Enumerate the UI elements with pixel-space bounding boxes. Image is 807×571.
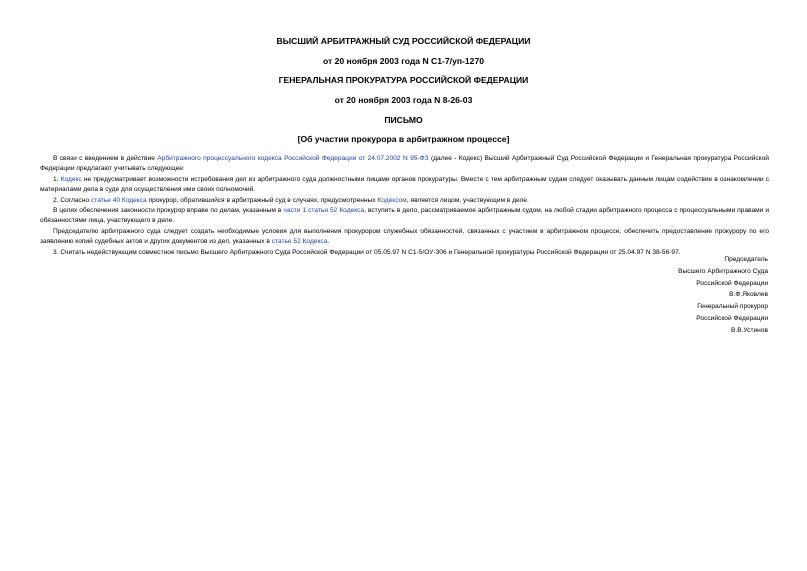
paragraph-3: В целях обеспечения законности прокурор вправе по делам, указанным в части 1 статьи 52 Кодекса, вступить в дело, рассматриваемое арбитражным судом, на любой стадии арбитражного процесса с процессуальными правами и обязанностями лица, участвующего в деле. (40, 207, 769, 225)
signer-2-name: В.В.Устинов (730, 326, 768, 334)
letter-body (40, 154, 769, 258)
signer-1-country: Российской Федерации (696, 279, 768, 287)
code-link-2[interactable]: Кодексом (377, 196, 407, 204)
prosecutor-title: ГЕНЕРАЛЬНАЯ ПРОКУРАТУРА РОССИЙСКОЙ ФЕДЕРАЦИИ (278, 75, 529, 85)
paragraph-2: 2. Согласно статье 40 Кодекса прокурор, обратившийся в арбитражный суд в случаях, предусмотренных Кодексом, является лицом, участвующим в деле. (53, 196, 529, 204)
apk-code-link[interactable]: Арбитражного процессуального кодекса Российской Федерации от 24.07.2002 N 95-ФЗ (157, 155, 429, 162)
court-letter-date: от 20 ноября 2003 года N С1-7/уп-1270 (322, 56, 485, 66)
signature-block (678, 254, 768, 337)
signer-2-position: Генеральный прокурор (697, 303, 768, 311)
article-40-link[interactable]: статье 40 Кодекса (90, 196, 147, 204)
article-52-link[interactable]: статье 52 Кодекса (271, 238, 328, 246)
document-type: ПИСЬМО (384, 115, 423, 125)
document-subject: [Об участии прокурора в арбитражном процессе] (297, 134, 510, 144)
signer-1-organization: Высшего Арбитражного Суда (678, 267, 768, 275)
signer-1-name: В.Ф.Яковлев (729, 291, 768, 299)
paragraph-5: 3. Считать недействующим совместное письмо Высшего Арбитражного Суда Российской Федерации от 05.05.97 N С1-5/ОУ-306 и Генеральной прокуратуры Российской Федерации от 25.04.97 N 38-56-97. (53, 248, 681, 256)
court-title: ВЫСШИЙ АРБИТРАЖНЫЙ СУД РОССИЙСКОЙ ФЕДЕРАЦИИ (276, 36, 531, 46)
signer-2-country: Российской Федерации (696, 314, 768, 322)
signer-1-position: Председатель (724, 256, 768, 263)
article-52-part-1-link[interactable]: части 1 статьи 52 Кодекса (283, 207, 365, 215)
prosecutor-letter-date: от 20 ноября 2003 года N 8-26-03 (334, 95, 473, 105)
paragraph-4: Председателю арбитражного суда следует создать необходимые условия для выполнения прокурором служебных обязанностей, связанных с участием в арбитражном процессе, обеспечить предоставление прокурору по его заявлению копий судебных актов и других документов из дел, указанных в статье 52 Кодекса. (40, 227, 769, 246)
paragraph-1: 1. Кодекс не предусматривает возможности истребования дел из арбитражного суда должностными лицами органов прокуратуры. Вместе с тем арбитражным судам следует оказывать данным лицам содействие в ознакомлении с материалами дела в суде для осуществления ими своих полномочий. (40, 175, 769, 194)
code-link[interactable]: Кодекс (60, 175, 82, 183)
paragraph-intro: В связи с введением в действие Арбитражного процессуального кодекса Российской Федерации от 24.07.2002 N 95-ФЗ (далее - Кодекс) Высший Арбитражный Суд Российской Федерации и Генеральная прокуратура Российской Федерации предлагают учитывать следующее: (40, 155, 769, 173)
